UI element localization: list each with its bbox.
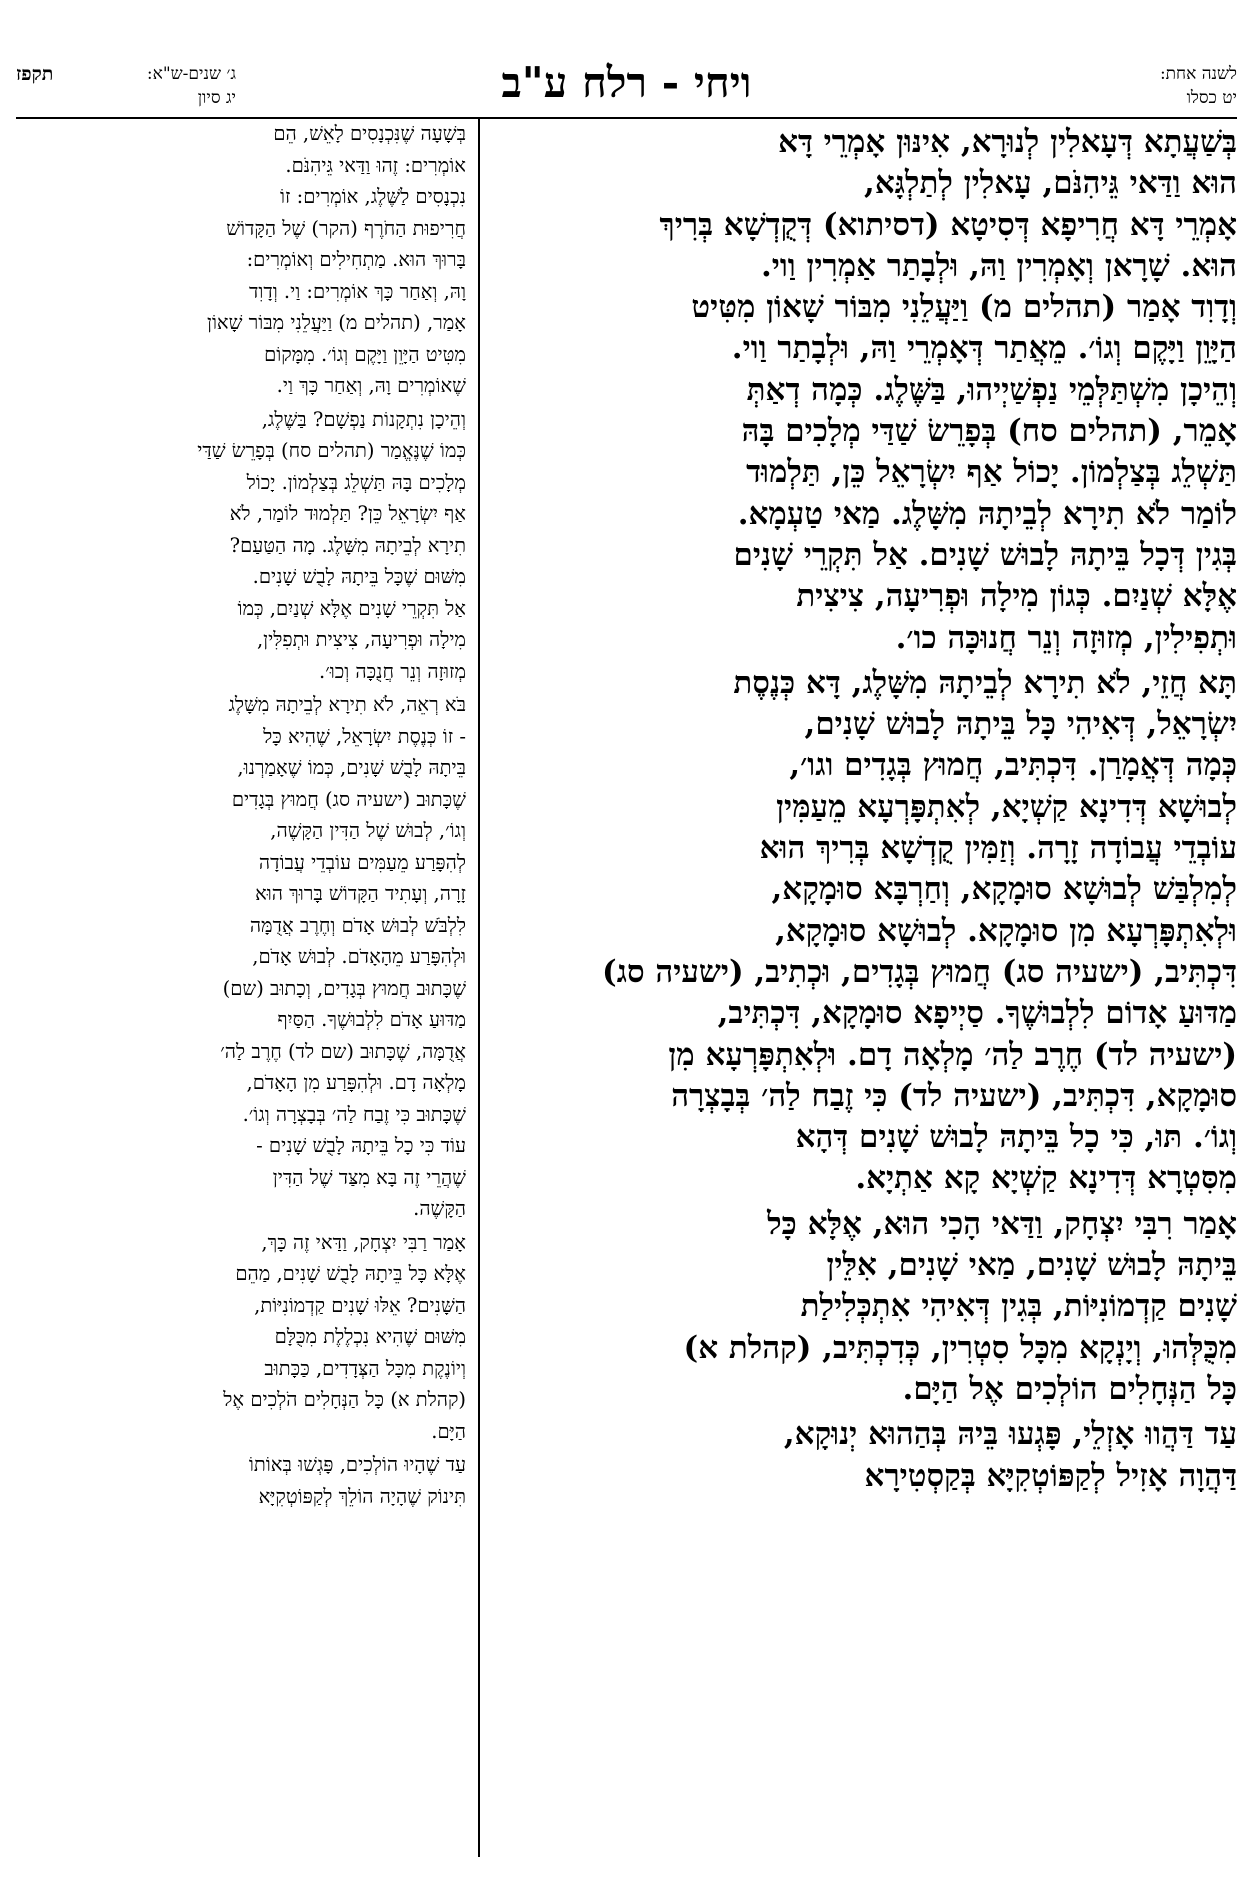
text-line: מַדּוּעַ אָדֹם לִלְבוּשֶׁךָ. הַסַּיִף <box>277 1008 466 1031</box>
commentary-paragraph <box>16 689 466 1225</box>
page-title: ויחי - רלח ע"ב <box>501 58 752 107</box>
schedule-date: יג סיון <box>197 88 236 108</box>
text-line: בֵּיתָהּ לָבוּשׁ שָׁנִים, מַאי שָׁנִים, אִלֵּין <box>826 1247 1237 1284</box>
text-line: תָּא חֲזֵי, לֹא תִירָא לְבֵיתָהּ מִשָּׁלֶג, דָּא כְּנֶסֶת <box>733 664 1237 701</box>
text-line: שֶׁאוֹמְרִים וָהּ, וְאַחַר כָּךְ וַי. <box>276 374 466 397</box>
text-line: לְבוּשָׁא דְּדִינָא קַשְׁיָא, לְאִתְפָּרְעָא מֵעַמִּין <box>776 788 1237 825</box>
text-line: עַד שֶׁהָיוּ הוֹלְכִים, פָּגְשׁוּ בְּאוֹתוֹ <box>248 1453 466 1476</box>
text-line: תַּשְׁלֵג בְּצַלְמוֹן. יָכוֹל אַף יִשְׂרָאֵל כֵּן, תַּלְמוּד <box>746 454 1237 491</box>
text-line: שֶׁהֲרֵי זֶה בָּא מִצַּד שֶׁל הַדִּין <box>272 1165 466 1189</box>
schedule-label: לשנה אחת: <box>1159 64 1237 84</box>
text-line: מִשּׁוּם שֶׁכָּל בֵּיתָהּ לָבֻשׁ שָׁנִים. <box>252 565 466 588</box>
text-line: בְּשַׁעֲתָא דְּעָאלִין לְנוּרָא, אִינּוּן אָמְרֵי דָּא <box>778 124 1237 160</box>
text-line: אָמֵר, (תהלים סח) בְּפָרֵשׂ שַׁדַּי מְלָכִים בָּהּ <box>741 413 1237 450</box>
text-line: וּלְהִפָּרַע מֵהָאָדֹם. לְבוּשׁ אָדֹם, <box>252 945 466 968</box>
commentary-paragraph <box>16 404 466 688</box>
text-line: חֲרִיפוּת הַחֹרֶף (הקר) שֶׁל הַקָּדוֹשׁ <box>226 216 466 240</box>
main-paragraph <box>493 663 1237 1200</box>
text-line: כְּמוֹ שֶׁנֶּאֱמַר (תהלים סח) בְּפָרֵשׂ שַׁדַּי <box>197 439 466 462</box>
text-line: וְגוֹ׳. תּוּ, כִּי כָל בֵּיתָהּ לָבוּשׁ שָׁנִים דְּהָא <box>795 1119 1237 1156</box>
text-line: מַדּוּעַ אָדוֹם לִלְבוּשֶׁךָ. סַיְיפָא סוּמָקָא, דִּכְתִּיב, <box>717 995 1237 1032</box>
text-line: לִלְבֹּשׁ לְבוּשׁ אָדֹם וְחֶרֶב אֲדֻמָּה <box>249 913 466 937</box>
text-line: מְלָכִים בָּהּ תַּשְׁלֵג בְּצַלְמוֹן. יָכוֹל <box>246 470 466 494</box>
text-line: וְדָוִד אָמַר (תהלים מ) וַיַּעֲלֵנִי מִבּוֹר שָׁאוֹן מִטִּיט <box>691 289 1237 326</box>
text-line: הַקָּשֶׁה. <box>413 1197 466 1220</box>
text-line: תִירָא לְבֵיתָהּ מִשָּׁלֶג. מָה הַטַּעַם? <box>229 533 466 557</box>
text-line: תִּינוֹק שֶׁהָיָה הוֹלֵךְ לְקַפּוֹטְקִיָּא <box>258 1484 466 1508</box>
text-line: דַּהֲוָה אָזִיל לְקַפּוֹטְקִיָּא בְּקַסְטִירָא <box>864 1457 1237 1494</box>
text-line: שֶׁכָּתוּב כִּי זֶבַח לַה׳ בְּבָצְרָה וְגוֹ׳. <box>242 1102 466 1126</box>
text-line: שֶׁכָּתוּב חֲמוּץ בְּגָדִים, וְכָתוּב (שם) <box>222 976 466 1000</box>
text-line: עוֹבְדֵי עֲבוֹדָה זָרָה. וְזַמִּין קֻדְשָׁא בְּרִיךְ הוּא <box>759 830 1237 867</box>
commentary-paragraph <box>16 1227 466 1448</box>
text-line: וְיוֹנֶקֶת מִכָּל הַצְּדָדִים, כַּכָּתוּב <box>264 1356 466 1380</box>
text-line: אָמְרֵי דָּא חֲרִיפָא דְּסִיטָא (דסיתוא) דְּקֻדְשָׁא בְּרִיךְ <box>659 206 1237 243</box>
text-line: מִשּׁוּם שֶׁהִיא נִכְלֶלֶת מִכֻּלָּם <box>274 1325 466 1348</box>
text-line: (ישעיה לד) חֶרֶב לַה׳ מָלְאָה דָם. וּלְאִתְפָּרְעָא מִן <box>668 1036 1237 1073</box>
main-paragraph <box>493 1204 1237 1410</box>
column-divider <box>478 117 480 1857</box>
schedule-date: יט כסלו <box>1186 88 1237 108</box>
text-line: מִילָה וּפְרִיעָה, צִיצִית וּתְפִלִּין, <box>256 628 466 651</box>
text-line: מִכֻּלְּהוּ, וְיָנְקָא מִכָּל סִטְרִין, כְּדִכְתִּיב, (קהלת א) <box>683 1329 1237 1366</box>
text-line: אָמַר רִבִּי יִצְחָק, וַדַּאי הָכִי הוּא, אֶלָּא כָּל <box>767 1205 1237 1242</box>
text-line: בָּרוּךְ הוּא. מַתְחִילִים וְאוֹמְרִים: <box>246 248 466 271</box>
text-line: אָמַר רַבִּי יִצְחָק, וַדַּאי זֶה כָּךְ, <box>261 1230 466 1254</box>
commentary-paragraph <box>16 118 466 402</box>
text-line: אוֹמְרִים: זֶהוּ וַדַּאי גֵּיהִנֹּם. <box>285 153 466 177</box>
text-line: מִטִּיט הַיָּוֵן וַיָּקֶם וְגוֹ׳. מִמָּקוֹם <box>264 342 466 366</box>
main-text-column <box>493 122 1237 1501</box>
text-line: אָמַר, (תהלים מ) וַיַּעֲלֵנִי מִבּוֹר שָׁאוֹן <box>206 311 466 334</box>
text-line: מְזוּזָה וְנֵר חֲנֻכָּה וְכוּ׳. <box>319 659 466 683</box>
text-line: זָרָה, וְעָתִיד הַקָּדוֹשׁ בָּרוּךְ הוּא <box>255 882 466 905</box>
commentary-paragraph <box>16 1449 466 1512</box>
text-line: סוּמָקָא, דִּכְתִּיב, (ישעיה לד) כִּי זֶבַח לַה׳ בְּבָצְרָה <box>671 1077 1237 1114</box>
text-line: עַד דַּהֲווּ אָזְלֵי, פָּגְעוּ בֵּיהּ בְּהַהוּא יְנוּקָא, <box>783 1416 1237 1453</box>
text-line: לְהִפָּרַע מֵעַמִּים עוֹבְדֵי עֲבוֹדָה <box>258 850 466 874</box>
text-line: - זוֹ כְּנֶסֶת יִשְׂרָאֵל, שֶׁהִיא כָּל <box>263 724 466 748</box>
text-line: יִשְׂרָאֵל, דְּאִיהִי כָּל בֵּיתָהּ לָבוּשׁ שָׁנִים, <box>804 706 1237 743</box>
text-line: כְּמָה דְּאֲמָרַן. דִּכְתִּיב, חֲמוּץ בְּגָדִים וגו׳, <box>789 747 1237 784</box>
text-line: מָלְאָה דָם. וּלְהִפָּרַע מִן הָאָדֹם, <box>246 1071 466 1094</box>
text-line: אֶלָּא כָּל בֵּיתָהּ לָבֻשׁ שָׁנִים, מַהֵם <box>235 1262 466 1285</box>
text-line: שֶׁכָּתוּב (ישעיה סג) חֲמוּץ בְּגָדִים <box>231 787 466 811</box>
text-line: אֲדֻמָּה, שֶׁכָּתוּב (שם לד) חֶרֶב לַה׳ <box>220 1039 466 1063</box>
text-line: מִסִּטְרָא דְּדִינָא קַשְׁיָא קָא אַתְיָא. <box>855 1160 1237 1197</box>
text-line: וָהּ, וְאַחַר כָּךְ אוֹמְרִים: וַי. וְדָוִד <box>248 279 466 303</box>
text-line: וְהֵיכָן מִשְׁתַּלְּמֵי נַפְשַׁיְיהוּ, בַּשֶּׁלֶג. כְּמָה דְאַתְּ <box>746 371 1237 408</box>
text-line: לְמִלְבַּשׁ לְבוּשָׁא סוּמָקָא, וְחַרְבָּא סוּמָקָא, <box>771 871 1237 908</box>
page-number: תקפז <box>16 63 54 85</box>
text-line: אַל תִּקְרֵי שָׁנִים אֶלָּא שְׁנַיִם, כְּמוֹ <box>237 596 466 620</box>
text-line: כָּל הַנְּחָלִים הוֹלְכִים אֶל הַיָּם. <box>902 1370 1237 1407</box>
main-paragraph <box>493 1414 1237 1497</box>
text-line: אֶלָּא שְׁנַיִם. כְּגוֹן מִילָה וּפְרִיעָה, צִיצִית <box>796 578 1237 615</box>
text-line: (קהלת א) כָּל הַנְּחָלִים הֹלְכִים אֶל <box>223 1388 466 1411</box>
text-line: הַיָּם. <box>431 1419 466 1443</box>
text-line: בֹּא רְאֵה, לֹא תִירָא לְבֵיתָהּ מִשָּׁלֶג <box>228 693 466 716</box>
text-line: הַשָּׁנִים? אֵלּוּ שָׁנִים קַדְמוֹנִיּוֹת, <box>254 1293 466 1317</box>
text-line: שָׁנִים קַדְמוֹנִיּוֹת, בְּגִין דְּאִיהִי אִתְכְּלִילַת <box>800 1288 1237 1325</box>
text-line: וְהֵיכָן נִתְקָנוֹת נַפְשָׁם? בַּשֶּׁלֶג, <box>261 407 466 431</box>
reading-schedule-one-year <box>1160 62 1237 110</box>
text-line: עוֹד כִּי כָל בֵּיתָהּ לָבֻשׁ שָׁנִים - <box>256 1134 466 1157</box>
text-line: בְּגִין דְּכָל בֵּיתָהּ לָבוּשׁ שָׁנִים. אַל תִּקְרֵי שָׁנִים <box>733 536 1237 573</box>
text-line: בֵּיתָהּ לָבֻשׁ שָׁנִים, כְּמוֹ שֶׁאָמַרְנוּ, <box>237 756 466 779</box>
text-line: אַף יִשְׂרָאֵל כֵּן? תַּלְמוּד לוֹמַר, לֹא <box>229 502 466 525</box>
text-line: וּלְאִתְפָּרְעָא מִן סוּמָקָא. לְבוּשָׁא סוּמָקָא, <box>775 912 1237 949</box>
schedule-label: ג׳ שנים-ש"א: <box>146 64 236 84</box>
text-line: לוֹמַר לֹא תִירָא לְבֵיתָהּ מִשָּׁלֶג. מַאי טַעְמָא. <box>737 495 1237 532</box>
text-line: בְּשָׁעָה שֶׁנִּכְנָסִים לָאֵשׁ, הֵם <box>273 122 466 145</box>
main-paragraph <box>493 122 1237 659</box>
text-line: וּתְפִילִין, מְזוּזָה וְנֵר חֲנוּכָּה כו׳. <box>895 619 1237 656</box>
text-line: הוּא. שָׁרָאן וְאָמְרִין וַהּ, וּלְבָתַר אַמְרִין וַוי. <box>760 247 1237 284</box>
text-line: הַיָּוֵן וַיָּקֶם וְגוֹ׳. מֵאֲתַר דְּאָמְרֵי וַהּ, וּלְבָתַר וַוי. <box>731 330 1237 367</box>
commentary-column <box>16 118 466 1514</box>
page-header <box>16 58 1237 116</box>
text-line: נִכְנָסִים לַשֶּׁלֶג, אוֹמְרִים: זוֹ <box>280 185 466 208</box>
text-line: וְגוֹ׳, לְבוּשׁ שֶׁל הַדִּין הַקָּשֶׁה, <box>270 819 466 842</box>
text-line: הוּא וַדַּאי גֵּיהִנֹּם, עָאלִין לְתַלְגָּא, <box>864 165 1237 202</box>
text-line: דִּכְתִּיב, (ישעיה סג) חֲמוּץ בְּגָדִים, וּכְתִיב, (ישעיה סג) <box>602 953 1237 990</box>
